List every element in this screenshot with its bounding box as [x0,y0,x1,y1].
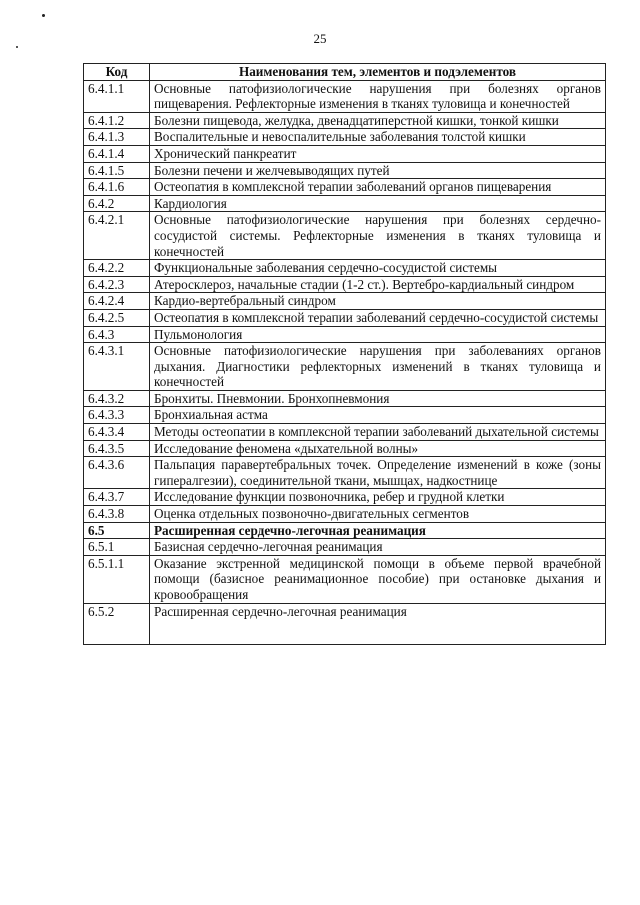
table-row [84,457,606,489]
curriculum-table [83,63,606,645]
row-title: Пульмонология [150,326,606,343]
row-code: 6.4.1.3 [84,129,150,146]
row-title: Основные патофизиологические нарушения при болезнях органов пищеварения. Рефлекторные изменения в тканях туловища и конечностей [150,80,606,112]
row-code: 6.4.1.6 [84,179,150,196]
table-row [84,555,606,603]
table-row [84,390,606,407]
row-title: Исследование феномена «дыхательной волны» [150,440,606,457]
row-code: 6.4.2.2 [84,260,150,277]
row-code: 6.4.3.1 [84,343,150,391]
table-row [84,309,606,326]
table-row [84,276,606,293]
row-code: 6.4.1.1 [84,80,150,112]
row-title: Основные патофизиологические нарушения при заболеваниях органов дыхания. Диагностики рефлекторных изменений в тканях туловища и конечностей [150,343,606,391]
table-body [84,80,606,644]
page-number: 25 [313,31,327,46]
table-row [84,145,606,162]
row-title: Базисная сердечно-легочная реанимация [150,539,606,556]
table-row [84,162,606,179]
table-row [84,343,606,391]
row-title: Хронический панкреатит [150,145,606,162]
row-code: 6.4.2.1 [84,212,150,260]
row-title: Болезни пищевода, желудка, двенадцатиперстной кишки, тонкой кишки [150,112,606,129]
row-code: 6.5.2 [84,603,150,644]
row-code: 6.4.3.4 [84,424,150,441]
row-title: Болезни печени и желчевыводящих путей [150,162,606,179]
row-title: Расширенная сердечно-легочная реанимация [150,522,606,539]
row-title: Основные патофизиологические нарушения при болезнях сердечно-сосудистой системы. Рефлекторные изменения в тканях туловища и конечностей [150,212,606,260]
row-title: Пальпация паравертебральных точек. Определение изменений в коже (зоны гипералгезии), соединительной ткани, мышцах, надкостнице [150,457,606,489]
row-code: 6.4.3 [84,326,150,343]
table-row [84,260,606,277]
table-row [84,424,606,441]
row-title: Атеросклероз, начальные стадии (1-2 ст.). Вертебро-кардиальный синдром [150,276,606,293]
row-title: Воспалительные и невоспалительные заболевания толстой кишки [150,129,606,146]
row-title: Функциональные заболевания сердечно-сосудистой системы [150,260,606,277]
row-title: Остеопатия в комплексной терапии заболеваний органов пищеварения [150,179,606,196]
table-row [84,407,606,424]
row-code: 6.4.3.2 [84,390,150,407]
name-column-header: Наименования тем, элементов и подэлементов [150,64,606,81]
row-code: 6.4.1.4 [84,145,150,162]
row-code: 6.4.2 [84,195,150,212]
row-code: 6.4.2.3 [84,276,150,293]
row-code: 6.4.3.7 [84,489,150,506]
row-code: 6.4.1.2 [84,112,150,129]
table-row [84,522,606,539]
table-row [84,195,606,212]
row-code: 6.4.1.5 [84,162,150,179]
scan-speck [42,14,45,17]
row-code: 6.4.3.5 [84,440,150,457]
row-code: 6.5.1 [84,539,150,556]
table-row [84,326,606,343]
table-row [84,603,606,644]
table-row [84,506,606,523]
table-row [84,80,606,112]
row-code: 6.4.2.4 [84,293,150,310]
row-title: Оказание экстренной медицинской помощи в объеме первой врачебной помощи (базисное реанимационное пособие) при остановке дыхания и кровообращения [150,555,606,603]
table-row [84,440,606,457]
row-title: Бронхиальная астма [150,407,606,424]
row-code: 6.4.2.5 [84,309,150,326]
code-column-header: Код [84,64,150,81]
row-code: 6.4.3.3 [84,407,150,424]
table-row [84,212,606,260]
table-header-row [84,64,606,81]
row-title: Кардио-вертебральный синдром [150,293,606,310]
row-code: 6.4.3.6 [84,457,150,489]
table-row [84,179,606,196]
table-row [84,293,606,310]
table-row [84,112,606,129]
table-row [84,539,606,556]
row-title: Бронхиты. Пневмонии. Бронхопневмония [150,390,606,407]
row-title: Остеопатия в комплексной терапии заболеваний сердечно-сосудистой системы [150,309,606,326]
row-title: Расширенная сердечно-легочная реанимация [150,603,606,644]
row-code: 6.5 [84,522,150,539]
table-row [84,489,606,506]
table-row [84,129,606,146]
row-title: Кардиология [150,195,606,212]
row-title: Оценка отдельных позвоночно-двигательных сегментов [150,506,606,523]
row-code: 6.4.3.8 [84,506,150,523]
row-code: 6.5.1.1 [84,555,150,603]
row-title: Методы остеопатии в комплексной терапии заболеваний дыхательной системы [150,424,606,441]
row-title: Исследование функции позвоночника, ребер и грудной клетки [150,489,606,506]
